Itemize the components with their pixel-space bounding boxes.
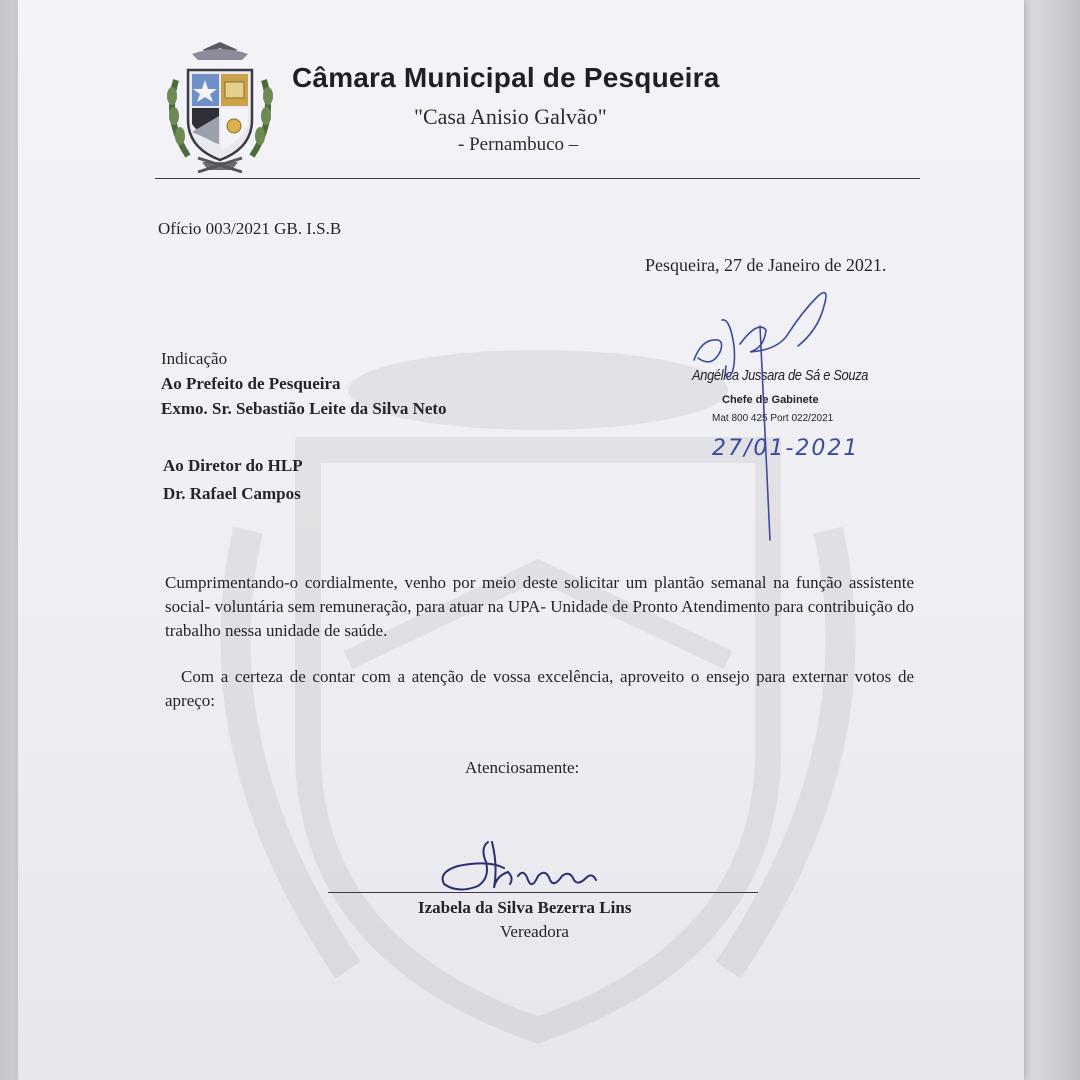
signature-line: [328, 892, 758, 893]
signer-name: Izabela da Silva Bezerra Lins: [418, 898, 632, 917]
recipient-2-title: Ao Diretor do HLP: [163, 456, 303, 475]
indication-label: Indicação: [161, 349, 228, 368]
organization-subtitle: "Casa Anisio Galvão": [414, 104, 607, 129]
closing-salutation: Atenciosamente:: [465, 758, 580, 777]
recipient-2-name: Dr. Rafael Campos: [163, 484, 301, 503]
handwritten-signature-icon: [443, 842, 596, 890]
signer-role: Vereadora: [500, 922, 569, 941]
handwritten-signature-icon: [694, 293, 826, 540]
recipient-1-name: Exmo. Sr. Sebastião Leite da Silva Neto: [161, 399, 447, 418]
letter-reference: Ofício 003/2021 GB. I.S.B: [158, 219, 342, 238]
organization-title: Câmara Municipal de Pesqueira: [292, 62, 720, 93]
letter-place-date: Pesqueira, 27 de Janeiro de 2021.: [645, 255, 887, 275]
letter-sheet: [18, 0, 1024, 1080]
organization-state: - Pernambuco –: [458, 134, 579, 155]
recipient-1-title: Ao Prefeito de Pesqueira: [161, 374, 341, 393]
receipt-stamp-role: Chefe de Gabinete: [722, 394, 819, 406]
body-paragraph-2: Com a certeza de contar com a atenção de vossa excelência, aproveito o ensejo para externar votos de apreço:: [165, 667, 914, 710]
handwritten-receipt-date: 27/01-2021: [712, 436, 860, 461]
receipt-stamp-registration: Mat 800 425 Port 022/2021: [712, 413, 834, 424]
signatures-layer: [18, 0, 1024, 1080]
receipt-stamp-name: Angélica Jussara de Sá e Souza: [692, 367, 869, 384]
body-paragraph-1: Cumprimentando-o cordialmente, venho por meio deste solicitar um plantão semanal na função assistente social- voluntária sem remuneração, para atuar na UPA- Unidade de Pronto Atendimento para contribuição do trabalho nessa unidade de saúde.: [165, 573, 914, 640]
